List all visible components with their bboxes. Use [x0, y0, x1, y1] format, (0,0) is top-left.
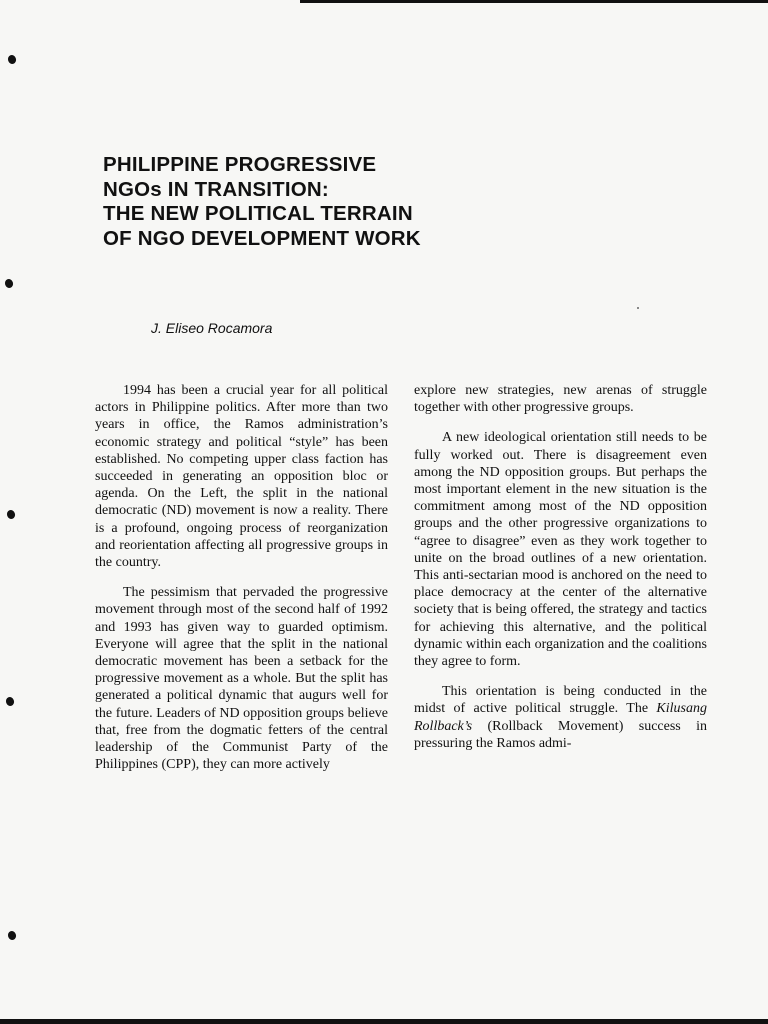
body-paragraph	[414, 683, 707, 752]
body-paragraph: A new ideological orientation still needs to be fully worked out. There is disagreement even among the ND opposition groups. But perhaps the most important element in the new situation is the commitment among most of the ND opposition groups and the other progressive organizations to “agree to disagree” even as they work together to unite on the broad outlines of a new orientation. This anti-sectarian mood is anchored on the need to place democracy at the center of the alternative society that is being offered, the strategy and tactics for achieving this alternative, and the political dynamic within each organization and the coalitions they agree to form.	[414, 430, 707, 670]
binder-hole-mark	[5, 696, 16, 707]
scan-speck	[637, 307, 639, 309]
binder-hole-mark	[7, 930, 18, 941]
body-paragraph: 1994 has been a crucial year for all political actors in Philippine politics. After more than two years in office, the Ramos administration’s economic strategy and political “style” has been established. No competing upper class faction has succeeded in generating an opposition bloc or agenda. On the Left, the split in the national democratic (ND) movement is now a reality. There is a profound, ongoing process of reorganization and reorientation affecting all progressive groups in the country.	[95, 383, 388, 571]
body-paragraph-continuation: explore new strategies, new arenas of struggle together with other progressive groups.	[414, 383, 707, 416]
paragraph-text: (Rollback Movement) success in pressuring the Ramos admi-	[414, 718, 707, 751]
binder-hole-mark	[4, 278, 15, 289]
title-line: NGOs IN TRANSITION:	[103, 177, 329, 201]
bottom-scan-rule	[0, 1019, 768, 1024]
title-line: PHILIPPINE PROGRESSIVE	[103, 153, 377, 176]
author-name: J. Eliseo Rocamora	[151, 320, 273, 336]
binder-hole-mark	[6, 509, 17, 520]
binder-hole-mark	[7, 54, 18, 65]
left-text-column	[95, 382, 388, 786]
top-scan-rule	[300, 0, 768, 3]
paragraph-text: This orientation is being conducted in the midst of active political struggle. The	[414, 684, 707, 717]
title-line: THE NEW POLITICAL TERRAIN	[103, 202, 413, 225]
right-text-column	[414, 382, 707, 765]
italic-term: Kilusang Rollback’s	[414, 701, 707, 734]
title-line: OF NGO DEVELOPMENT WORK	[103, 226, 421, 250]
body-paragraph: The pessimism that pervaded the progressive movement through most of the second half of 1992 and 1993 has given way to guarded optimism. Everyone will agree that the split in the national democratic movement has been a setback for the progressive movement as a whole. But the split has generated a political dynamic that augurs well for the future. Leaders of ND opposition groups believe that, free from the dogmatic fetters of the central leadership of the Communist Party of the Philippines (CPP), they can more actively	[95, 585, 388, 773]
article-title	[103, 153, 563, 251]
